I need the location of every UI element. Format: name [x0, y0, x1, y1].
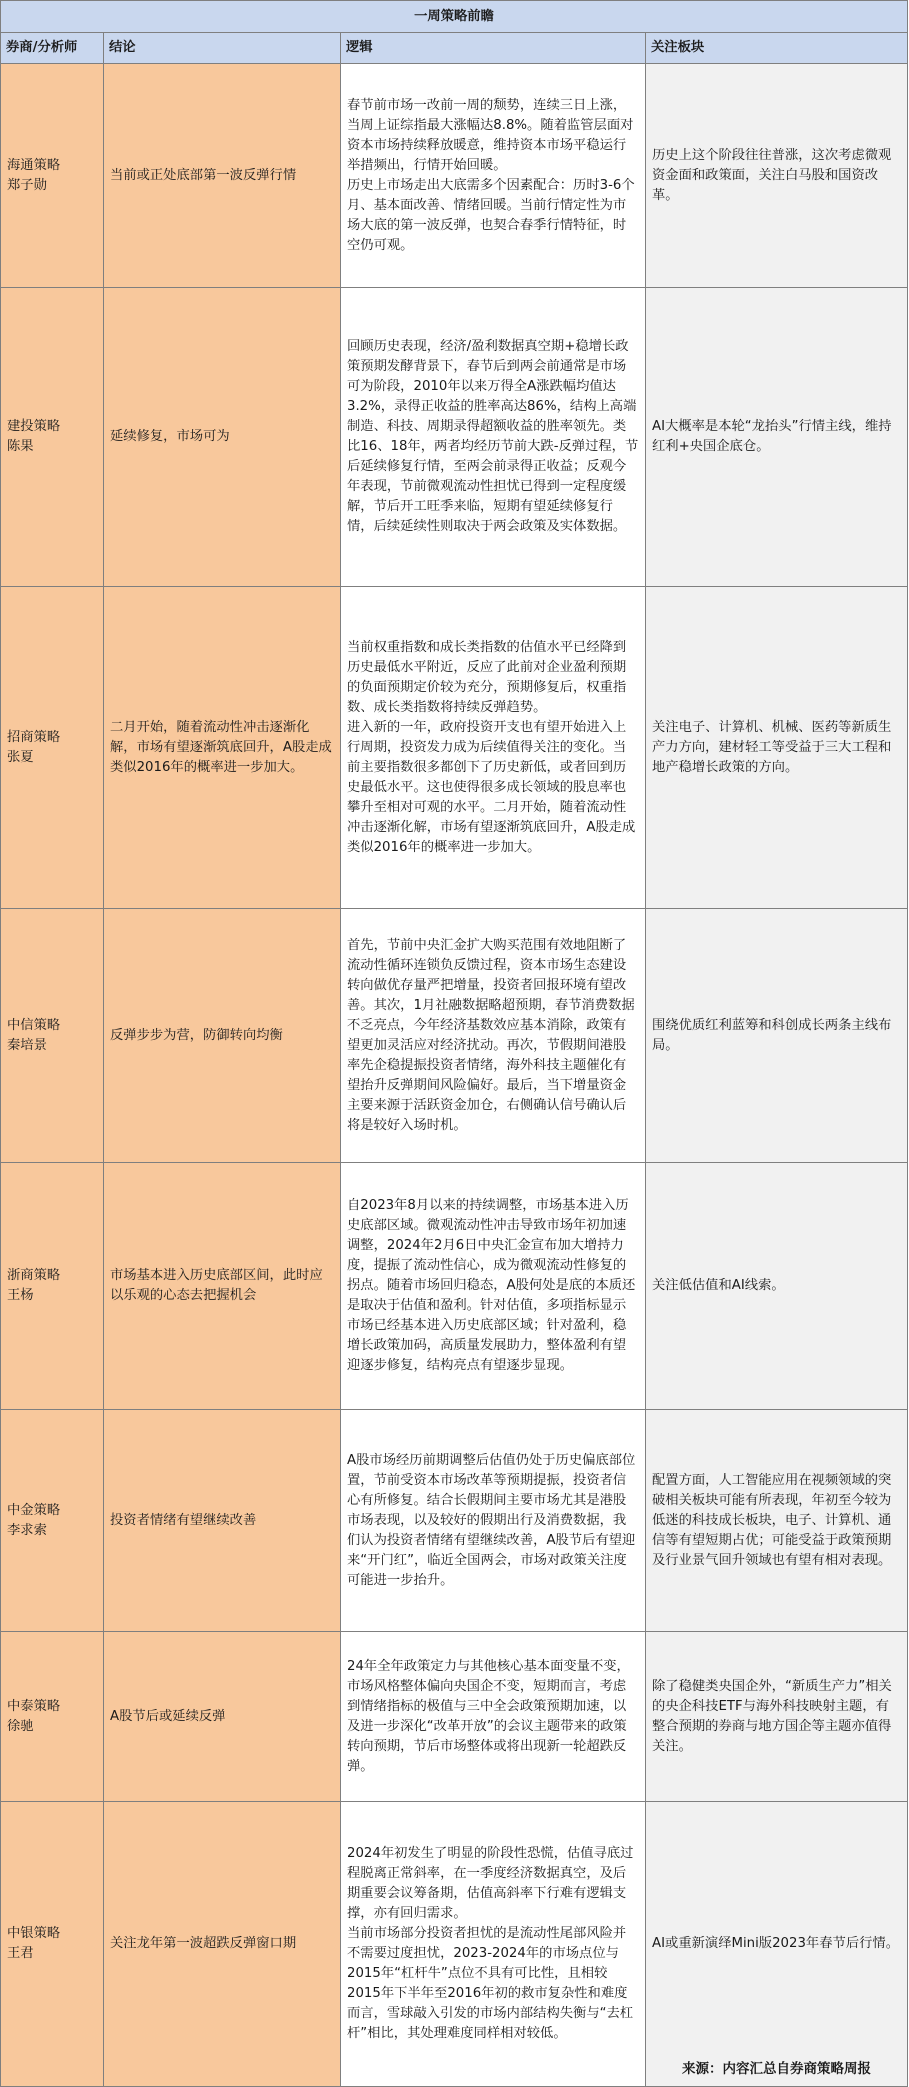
- table-row: [1, 1802, 908, 2087]
- logic-cell: [341, 909, 646, 1163]
- header-row: [1, 33, 908, 64]
- focus-cell: 除了稳健类央国企外，“新质生产力”相关的央企科技ETF与海外科技映射主题，有整合预期的券商与地方国企等主题亦值得关注。: [646, 1632, 908, 1802]
- broker-cell: [1, 1163, 104, 1410]
- logic-paragraph: 2024年初发生了明显的阶段性恐慌，估值寻底过程脱离正常斜率，在一季度经济数据真空，及后期重要会议筹备期，估值高斜率下行难有逻辑支撑，亦有回归需求。: [347, 1846, 634, 1921]
- logic-cell: [341, 1802, 646, 2087]
- broker-cell: [1, 288, 104, 587]
- broker-cell: [1, 64, 104, 288]
- focus-cell: 配置方面，人工智能应用在视频领域的突破相关板块可能有所表现，年初至今较为低迷的科技成长板块，电子、计算机、通信等有望短期占优；可能受益于政策预期及行业景气回升领域也有望有相对表现。: [646, 1410, 908, 1632]
- conclusion-cell: 延续修复，市场可为: [104, 288, 341, 587]
- header-logic: 逻辑: [341, 33, 646, 64]
- analyst-name: 徐驰: [7, 1718, 34, 1734]
- focus-cell: 历史上这个阶段往往普涨，这次考虑微观资金面和政策面，关注白马股和国资改革。: [646, 64, 908, 288]
- header-conclusion: 结论: [104, 33, 341, 64]
- header-focus: 关注板块: [646, 33, 908, 64]
- focus-cell: AI大概率是本轮“龙抬头”行情主线，维持红利+央国企底仓。: [646, 288, 908, 587]
- logic-paragraph: 当前市场部分投资者担忧的是流动性尾部风险并不需要过度担忧，2023-2024年的市场点位与2015年“杠杆牛”点位不具有可比性，且相较2015年下半年至2016年初的救市复杂性和难度而言，雪球敲入引发的市场内部结构失衡与“去杠杆”相比，其处理难度同样相对较低。: [347, 1926, 634, 2041]
- focus-cell: 关注低估值和AI线索。: [646, 1163, 908, 1410]
- focus-cell: 关注电子、计算机、机械、医药等新质生产力方向，建材轻工等受益于三大工程和地产稳增长政策的方向。: [646, 587, 908, 909]
- analyst-name: 王杨: [7, 1288, 34, 1303]
- conclusion-cell: A股节后或延续反弹: [104, 1632, 341, 1802]
- broker-name: 浙商策略: [7, 1268, 61, 1283]
- logic-cell: [341, 587, 646, 909]
- broker-name: 中金策略: [7, 1502, 61, 1518]
- focus-cell: 围绕优质红利蓝筹和科创成长两条主线布局。: [646, 909, 908, 1163]
- broker-cell: [1, 587, 104, 909]
- analyst-name: 郑子勋: [7, 177, 47, 193]
- logic-cell: [341, 1410, 646, 1632]
- logic-paragraph: 历史上市场走出大底需多个因素配合：历时3-6个月、基本面改善、情绪回暖。当前行情定性为市场大底的第一波反弹，也契合春季行情特征，时空仍可观。: [347, 177, 635, 253]
- analyst-name: 张夏: [7, 749, 34, 765]
- logic-paragraph: 自2023年8月以来的持续调整，市场基本进入历史底部区域。微观流动性冲击导致市场年初加速调整，2024年2月6日中央汇金宣布加大增持力度，提振了流动性信心，成为微观流动性修复的拐点。随着市场回归稳态，A股何处是底的本质还是取决于估值和盈利。针对估值，多项指标显示市场已经基本进入历史底部区域；针对盈利，稳增长政策加码，高质量发展助力，整体盈利有望迎逐步修复，结构亮点有望逐步显现。: [347, 1198, 636, 1373]
- table-row: [1, 1632, 908, 1802]
- logic-paragraph: 当前权重指数和成长类指数的估值水平已经降到历史最低水平附近，反应了此前对企业盈利预期的负面预期定价较为充分，预期修复后，权重指数、成长类指数将持续反弹趋势。: [347, 639, 627, 715]
- table-row: [1, 1163, 908, 1410]
- logic-cell: [341, 64, 646, 288]
- source-note: 来源：内容汇总自券商策略周报: [682, 2061, 871, 2077]
- analyst-name: 李求索: [7, 1522, 47, 1538]
- conclusion-cell: 关注龙年第一波超跌反弹窗口期: [104, 1802, 341, 2087]
- logic-paragraph: A股市场经历前期调整后估值仍处于历史偏底部位置，节前受资本市场改革等预期提振，投资者信心有所修复。结合长假期间主要市场尤其是港股市场表现，以及较好的假期出行及消费数据，我们认为投资者情绪有望继续改善，A股节后有望迎来“开门红”，临近全国两会，市场对政策关注度可能进一步抬升。: [347, 1452, 636, 1588]
- logic-cell: [341, 288, 646, 587]
- conclusion-cell: 反弹步步为营，防御转向均衡: [104, 909, 341, 1163]
- logic-paragraph: 回顾历史表现，经济/盈利数据真空期+稳增长政策预期发酵背景下，春节后到两会前通常是市场可为阶段，2010年以来万得全A涨跌幅均值达3.2%，录得正收益的胜率高达86%，结构上高端制造、科技、周期录得超额收益的胜率领先。类比16、18年，两者均经历节前大跌-反弹过程，节后延续修复行情，至两会前录得正收益；反观今年表现，节前微观流动性担忧已得到一定程度缓解，节后开工旺季来临，短期有望延续修复行情，后续延续性则取决于两会政策及实体数据。: [347, 339, 639, 534]
- analyst-name: 王君: [7, 1946, 34, 1961]
- broker-name: 中泰策略: [7, 1698, 61, 1714]
- table-row: [1, 64, 908, 288]
- broker-cell: [1, 1802, 104, 2087]
- conclusion-cell: 当前或正处底部第一波反弹行情: [104, 64, 341, 288]
- broker-cell: [1, 909, 104, 1163]
- logic-cell: [341, 1163, 646, 1410]
- logic-paragraph: 春节前市场一改前一周的颓势，连续三日上涨，当周上证综指最大涨幅达8.8%。随着监管层面对资本市场持续释放暖意，维持资本市场平稳运行举措频出，行情开始回暖。: [347, 97, 634, 173]
- conclusion-cell: 市场基本进入历史底部区间，此时应以乐观的心态去把握机会: [104, 1163, 341, 1410]
- logic-paragraph: 24年全年政策定力与其他核心基本面变量不变，市场风格整体偏向央国企不变，短期而言，考虑到情绪指标的极值与三中全会政策预期加速，以及进一步深化“改革开放”的会议主题带来的政策转向预期，节后市场整体或将出现新一轮超跌反弹。: [347, 1658, 630, 1774]
- table-title: 一周策略前瞻: [1, 1, 908, 33]
- broker-name: 建投策略: [7, 419, 61, 434]
- table-row: [1, 288, 908, 587]
- broker-name: 招商策略: [7, 729, 61, 745]
- focus-cell: AI或重新演绎Mini版2023年春节后行情。: [646, 1802, 908, 2087]
- broker-cell: [1, 1632, 104, 1802]
- table-row: [1, 909, 908, 1163]
- logic-paragraph: 首先，节前中央汇金扩大购买范围有效地阻断了流动性循环连锁负反馈过程，资本市场生态建设转向做优存量严把增量，投资者回报环境有望改善。其次，1月社融数据略超预期，春节消费数据不乏亮点，今年经济基数效应基本消除，政策有望更加灵活应对经济扰动。再次，节假期间港股率先企稳提振投资者情绪，海外科技主题催化有望抬升反弹期间风险偏好。最后，当下增量资金主要来源于活跃资金加仓，右侧确认信号确认后将是较好入场时机。: [347, 937, 635, 1133]
- table-row: [1, 587, 908, 909]
- analyst-name: 秦培景: [7, 1037, 47, 1053]
- analyst-name: 陈果: [7, 439, 34, 454]
- broker-cell: [1, 1410, 104, 1632]
- title-row: [1, 1, 908, 33]
- table-row: [1, 1410, 908, 1632]
- logic-paragraph: 进入新的一年，政府投资开支也有望开始进入上行周期，投资发力成为后续值得关注的变化。当前主要指数很多都创下了历史新低，或者回到历史最低水平。这也使得很多成长领域的股息率也攀升至相对可观的水平。二月开始，随着流动性冲击逐渐化解，市场有望逐渐筑底回升，A股走成类似2016年的概率进一步加大。: [347, 719, 636, 855]
- header-broker: 券商/分析师: [1, 33, 104, 64]
- conclusion-cell: 投资者情绪有望继续改善: [104, 1410, 341, 1632]
- conclusion-cell: 二月开始，随着流动性冲击逐渐化解，市场有望逐渐筑底回升，A股走成类似2016年的概率进一步加大。: [104, 587, 341, 909]
- broker-name: 海通策略: [7, 157, 61, 173]
- broker-name: 中信策略: [7, 1017, 61, 1033]
- broker-name: 中银策略: [7, 1926, 61, 1941]
- logic-cell: [341, 1632, 646, 1802]
